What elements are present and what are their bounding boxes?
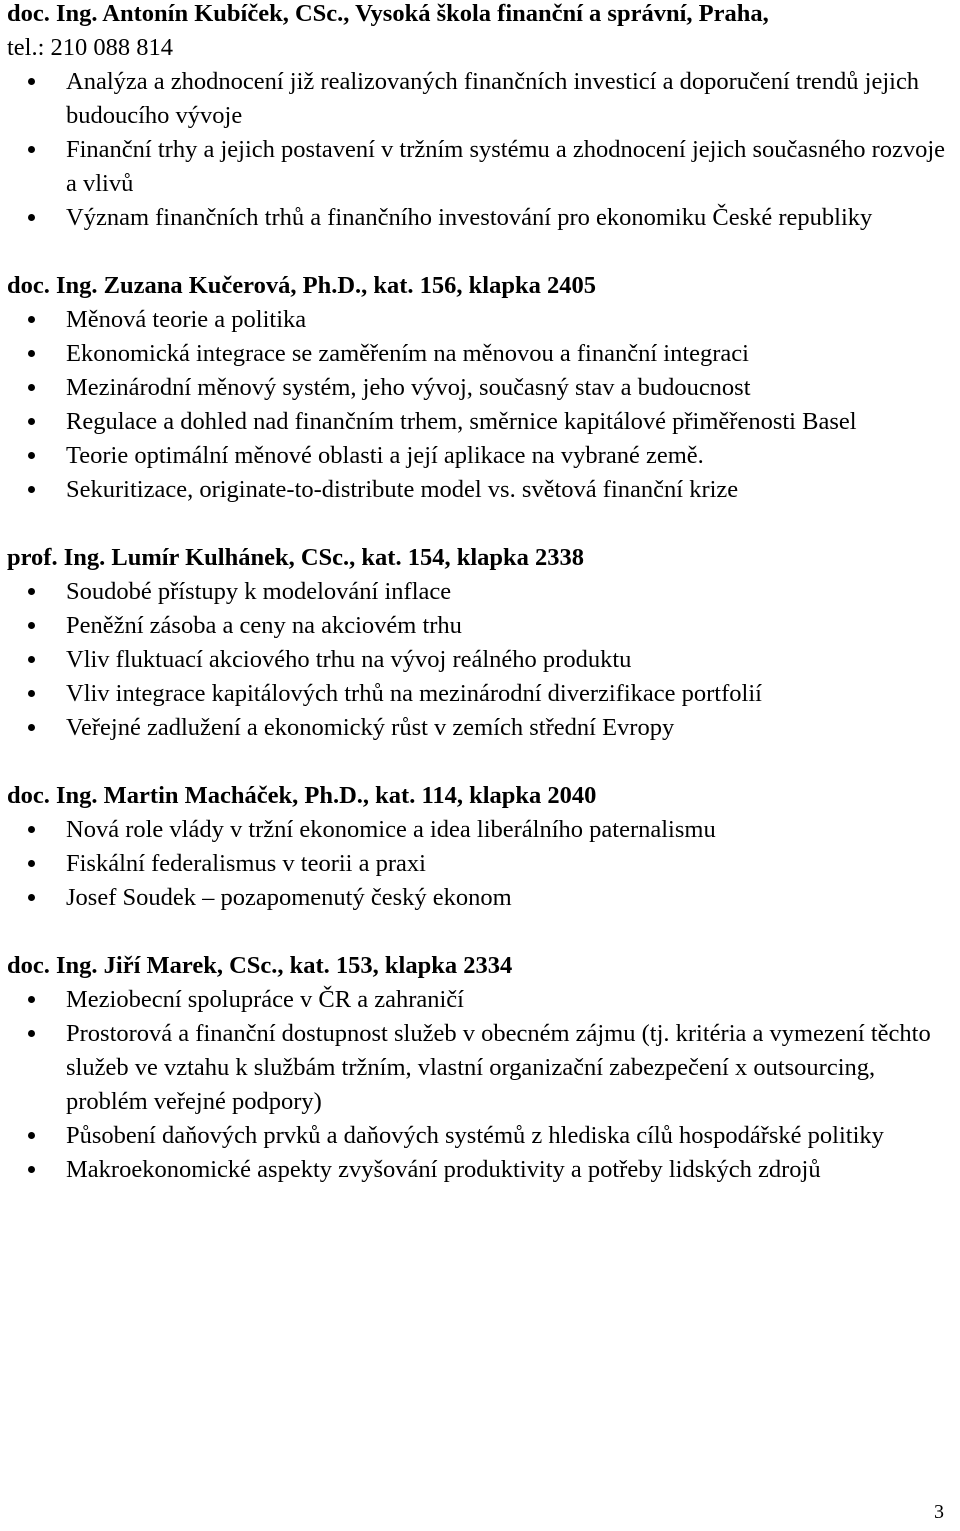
section-heading: doc. Ing. Jiří Marek, CSc., kat. 153, klapka 2334 (7, 952, 513, 979)
topic-text: Mezinárodní měnový systém, jeho vývoj, současný stav a budoucnost (66, 374, 751, 401)
topic-text: Ekonomická integrace se zaměřením na měnovou a finanční integraci (66, 340, 749, 367)
topic-text: Sekuritizace, originate-to-distribute model vs. světová finanční krize (66, 476, 739, 503)
bullet-icon (28, 1166, 35, 1173)
section-kubicek (7, 0, 952, 235)
bullet-icon (28, 1030, 35, 1037)
topic-text: Meziobecní spolupráce v ČR a zahraničí (66, 986, 464, 1013)
section-marek (7, 949, 952, 1187)
list-item (7, 711, 952, 745)
topic-list (7, 983, 952, 1187)
bullet-icon (28, 384, 35, 391)
topic-text: Prostorová a finanční dostupnost služeb v obecném zájmu (tj. kritéria a vymezení těchto služeb ve vztahu k službám tržním, vlastní organizační zabezpečení x outsourcing, problém veřejné podpory) (66, 1020, 931, 1115)
topic-text: Analýza a zhodnocení již realizovaných finančních investicí a doporučení trendů jejich budoucího vývoje (66, 68, 920, 129)
list-item (7, 643, 952, 677)
bullet-icon (28, 214, 35, 221)
list-item (7, 405, 952, 439)
section-heading: doc. Ing. Zuzana Kučerová, Ph.D., kat. 156, klapka 2405 (7, 272, 596, 299)
topic-list (7, 813, 952, 915)
list-item (7, 133, 952, 201)
bullet-icon (28, 724, 35, 731)
topic-list (7, 303, 952, 507)
list-item (7, 371, 952, 405)
topic-text: Měnová teorie a politika (66, 306, 307, 333)
page-number: 3 (934, 1501, 944, 1523)
heading-text: doc. Ing. Antonín Kubíček, CSc., Vysoká škola finanční a správní, Praha, (7, 0, 769, 27)
topic-list (7, 65, 952, 235)
list-item (7, 1017, 952, 1119)
topic-text: Nová role vlády v tržní ekonomice a idea liberálního paternalismu (66, 816, 716, 843)
bullet-icon (28, 588, 35, 595)
bullet-icon (28, 350, 35, 357)
bullet-icon (28, 996, 35, 1003)
list-item (7, 473, 952, 507)
heading-phone: tel.: 210 088 814 (7, 34, 174, 61)
topic-text: Vliv integrace kapitálových trhů na mezinárodní diverzifikace portfolií (66, 680, 762, 707)
topic-text: Regulace a dohled nad finančním trhem, směrnice kapitálové přiměřenosti Basel (66, 408, 857, 435)
bullet-icon (28, 826, 35, 833)
bullet-icon (28, 486, 35, 493)
topic-text: Teorie optimální měnové oblasti a její aplikace na vybrané země. (66, 442, 704, 469)
list-item (7, 847, 952, 881)
section-heading: prof. Ing. Lumír Kulhánek, CSc., kat. 154, klapka 2338 (7, 544, 585, 571)
list-item (7, 303, 952, 337)
topic-text: Význam finančních trhů a finančního investování pro ekonomiku České republiky (66, 204, 873, 231)
list-item (7, 337, 952, 371)
bullet-icon (28, 78, 35, 85)
list-item (7, 881, 952, 915)
list-item (7, 201, 952, 235)
topic-text: Působení daňových prvků a daňových systémů z hlediska cílů hospodářské politiky (66, 1122, 884, 1149)
topic-text: Vliv fluktuací akciového trhu na vývoj reálného produktu (66, 646, 632, 673)
section-heading: doc. Ing. Martin Macháček, Ph.D., kat. 114, klapka 2040 (7, 782, 597, 809)
list-item (7, 983, 952, 1017)
topic-list (7, 575, 952, 745)
topic-text: Makroekonomické aspekty zvyšování produktivity a potřeby lidských zdrojů (66, 1156, 821, 1183)
bullet-icon (28, 622, 35, 629)
list-item (7, 1119, 952, 1153)
document-content (7, 0, 952, 1187)
section-spacer (7, 507, 952, 541)
bullet-icon (28, 894, 35, 901)
section-spacer (7, 235, 952, 269)
list-item (7, 609, 952, 643)
bullet-icon (28, 146, 35, 153)
list-item (7, 575, 952, 609)
section-heading (7, 0, 952, 65)
bullet-icon (28, 418, 35, 425)
topic-text: Finanční trhy a jejich postavení v tržním systému a zhodnocení jejich současného rozvoje a vlivů (66, 136, 946, 197)
section-spacer (7, 915, 952, 949)
list-item (7, 439, 952, 473)
bullet-icon (28, 452, 35, 459)
bullet-icon (28, 1132, 35, 1139)
bullet-icon (28, 316, 35, 323)
bullet-icon (28, 656, 35, 663)
bullet-icon (28, 860, 35, 867)
section-kucerova (7, 269, 952, 507)
list-item (7, 1153, 952, 1187)
bullet-icon (28, 690, 35, 697)
section-machacek (7, 779, 952, 915)
topic-text: Josef Soudek – pozapomenutý český ekonom (66, 884, 512, 911)
list-item (7, 813, 952, 847)
list-item (7, 677, 952, 711)
list-item (7, 65, 952, 133)
topic-text: Veřejné zadlužení a ekonomický růst v zemích střední Evropy (66, 714, 675, 741)
section-kulhanek (7, 541, 952, 745)
topic-text: Soudobé přístupy k modelování inflace (66, 578, 452, 605)
topic-text: Peněžní zásoba a ceny na akciovém trhu (66, 612, 462, 639)
section-spacer (7, 745, 952, 779)
topic-text: Fiskální federalismus v teorii a praxi (66, 850, 426, 877)
